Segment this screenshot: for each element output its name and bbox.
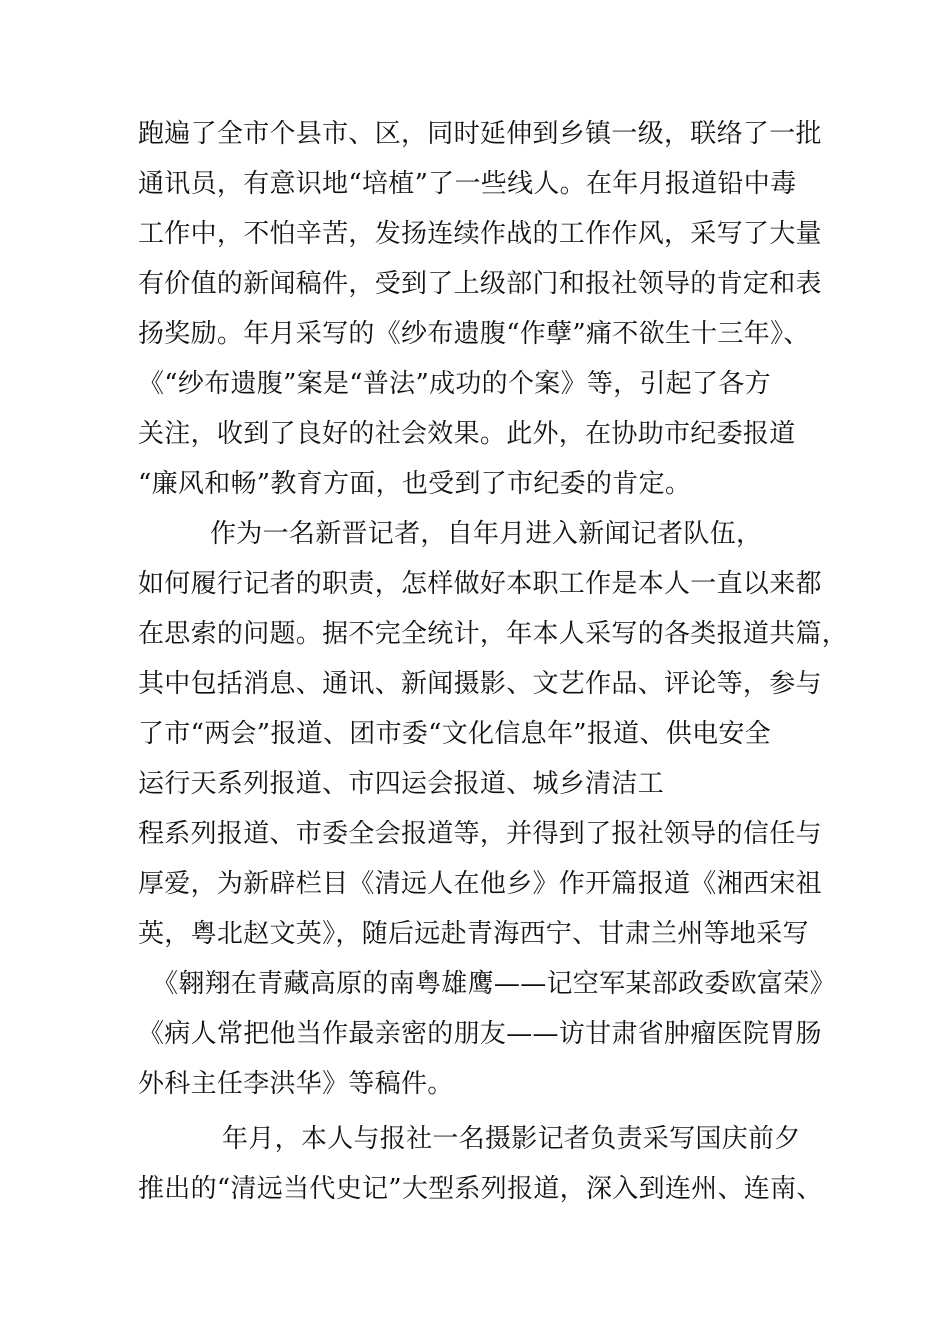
text-line: 《翱翔在青藏高原的南粤雄鹰——记空军某部政委欧富荣》 [152, 969, 836, 999]
text-line: 《病人常把他当作最亲密的朋友——访甘肃省肿瘤医院胃肠 [138, 1019, 822, 1049]
text-line: 厚爱，为新辟栏目《清远人在他乡》作开篇报道《湘西宋祖 [138, 869, 822, 899]
text-line: 外科主任李洪华》等稿件。 [138, 1069, 454, 1099]
text-line: 如何履行记者的职责，怎样做好本职工作是本人一直以来都 [138, 569, 822, 599]
text-line: 英，粤北赵文英》，随后远赴青海西宁、甘肃兰州等地采写 [138, 919, 809, 949]
text-line: 推出的“清远当代史记”大型系列报道，深入到连州、连南、 [138, 1174, 823, 1204]
text-line: 了市“两会”报道、团市委“文化信息年”报道、供电安全 [138, 719, 771, 749]
text-line: 在思索的问题。据不完全统计，年本人采写的各类报道共篇， [138, 619, 849, 649]
text-line: 扬奖励。年月采写的《纱布遗腹“作孽”痛不欲生十三年》、 [138, 319, 810, 349]
text-line: 其中包括消息、通讯、新闻摄影、文艺作品、评论等，参与 [138, 669, 822, 699]
text-line: 通讯员，有意识地“培植”了一些线人。在年月报道铅中毒 [138, 169, 797, 199]
text-line: 关注，收到了良好的社会效果。此外，在协助市纪委报道 [138, 419, 796, 449]
text-line: 有价值的新闻稿件，受到了上级部门和报社领导的肯定和表 [138, 269, 822, 299]
text-line: “廉风和畅”教育方面，也受到了市纪委的肯定。 [138, 469, 692, 499]
text-line: 跑遍了全市个县市、区，同时延伸到乡镇一级，联络了一批 [138, 119, 822, 149]
text-line: 《“纱布遗腹”案是“普法”成功的个案》等，引起了各方 [138, 369, 771, 399]
text-line: 程系列报道、市委全会报道等，并得到了报社领导的信任与 [138, 819, 822, 849]
paragraph-first-line: 年月，本人与报社一名摄影记者负责采写国庆前夕 [222, 1124, 801, 1154]
text-line: 运行天系列报道、市四运会报道、城乡清洁工 [138, 769, 665, 799]
text-line: 工作中，不怕辛苦，发扬连续作战的工作作风，采写了大量 [138, 219, 822, 249]
paragraph-first-line: 作为一名新晋记者，自年月进入新闻记者队伍， [210, 519, 763, 549]
